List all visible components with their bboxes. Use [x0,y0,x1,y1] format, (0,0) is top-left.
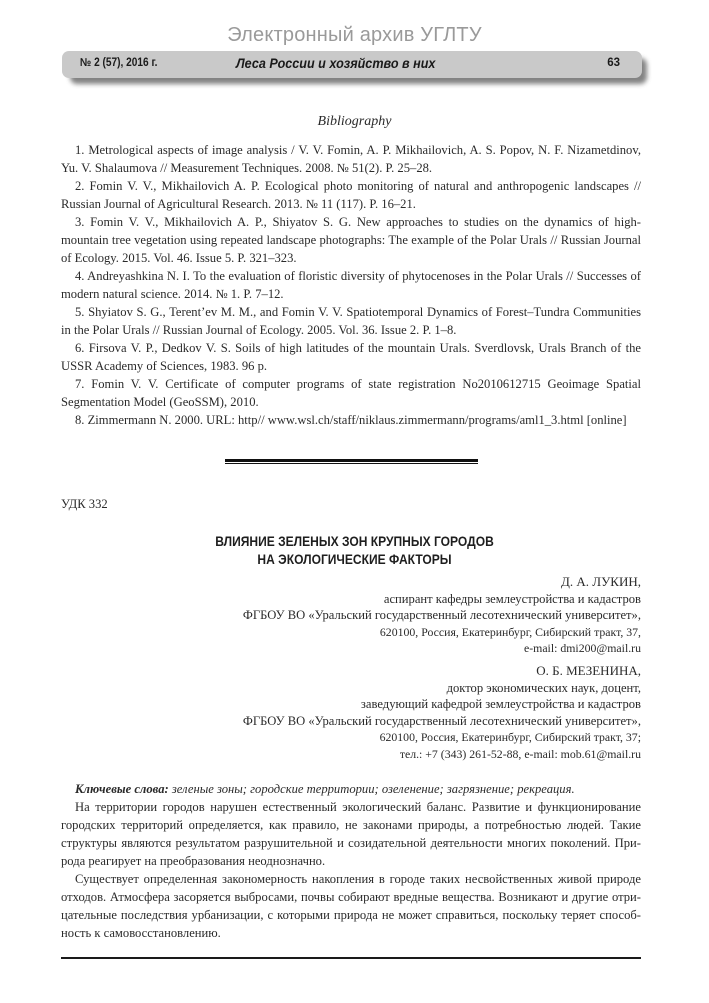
divider-thin-line [225,463,478,464]
bibliography-entry: 6. Firsova V. P., Dedkov V. S. Soils of high latitudes of the mountain Urals. Sverdlovsk, Urals Branch of the USSR Academy of Sciences, 1983. 96 p. [61,341,641,373]
divider-thick-line [225,459,478,462]
author-block [243,574,641,657]
footer-rule [61,957,641,959]
bibliography-entry: 8. Zimmermann N. 2000. URL: http// www.wsl.ch/staff/niklaus.zimmermann/programs/aml1_3.html [online] [75,413,627,427]
author-name: Д. А. ЛУКИН, [561,574,641,589]
issue-number: № 2 (57), 2016 г. [80,57,158,69]
author-address: 620100, Россия, Екатеринбург, Сибирский тракт, 37; [379,730,641,744]
keywords-label: Ключевые слова: [75,782,169,796]
section-divider [225,459,478,464]
author-address: 620100, Россия, Екатеринбург, Сибирский тракт, 37, [379,624,641,639]
author-contacts: тел.: +7 (343) 261-52-88, e-mail: mob.61@mail.ru [399,746,641,761]
author-affiliation: ФГБОУ ВО «Уральский государственный лесотехнический университет», [242,713,641,728]
bibliography-entry: 5. Shyiatov S. G., Terent’ev M. M., and Fomin V. V. Spatiotemporal Dynamics of Forest–Tundra Communities in the Polar Urals // Russian Journal of Ecology. 2005. Vol. 36. Issue 2. P. 1–8. [61,305,641,337]
keywords-value: зеленые зоны; городские территории; озеленение; загрязнение; рекреация. [168,782,575,796]
body-paragraph: На территории городов нарушен естественный экологический баланс. Развитие и функционирование городских территорий определяется, как правило, не законами природы, а потребностью людей. Такие структуры являются результатом разрушительной и созидательной деятельности многих поколений. Природа реагирует на преобразования неоднозначно. [61,800,641,868]
keywords-paragraph [61,780,641,798]
bibliography-entry: 4. Andreyashkina N. I. To the evaluation of floristic diversity of phytocenoses in the Polar Urals // Successes of modern natural science. 2014. № 1. P. 7–12. [61,269,641,301]
running-head [62,51,642,78]
article-body [61,780,641,942]
bibliography-list [61,141,641,429]
page-number: 63 [607,57,620,69]
bibliography-entry: 1. Metrological aspects of image analysis / V. V. Fomin, A. P. Mikhailovich, A. S. Popov, N. F. Nizametdinov, Yu. V. Shalaumova // Measurement Techniques. 2008. № 51(2). P. 25–28. [61,143,641,175]
author-position: аспирант кафедры землеустройства и кадастров [383,591,641,606]
udk-code: УДК 332 [61,497,108,511]
bibliography-heading: Bibliography [317,114,392,129]
author-block [243,663,641,762]
archive-watermark: Электронный архив УГЛТУ [227,24,482,46]
author-email: e-mail: dmi200@mail.ru [523,641,641,655]
author-affiliation: ФГБОУ ВО «Уральский государственный лесотехнический университет», [242,608,641,622]
author-degree: доктор экономических наук, доцент, [446,680,641,695]
article-title-line: НА ЭКОЛОГИЧЕСКИЕ ФАКТОРЫ [257,551,452,567]
author-name: О. Б. МЕЗЕНИНА, [536,663,641,678]
body-paragraph: Существует определенная закономерность накопления в городе таких несвойственных живой природе отходов. Атмосфера засоряется выбросами, почвы собирают вредные вещества. Возникают и другие отрицательные последствия урбанизации, с которыми природа не может справиться, поскольку теряет способность к самовосстановлению. [61,872,641,940]
author-position: заведующий кафедрой землеустройства и кадастров [360,697,641,711]
journal-title: Леса России и хозяйство в них [236,55,436,71]
bibliography-entry: 7. Fomin V. V. Certificate of computer programs of state registration No2010612715 Geoimage Spatial Segmentation Model (GeoSSM), 2010. [61,377,641,409]
bibliography-entry: 3. Fomin V. V., Mikhailovich A. P., Shiyatov S. G. New approaches to studies on the dynamics of high-mountain tree vegetation using repeated landscape photographs: The example of the Polar Urals // Russian Journal of Ecology. 2015. Vol. 46. Issue 5. P. 321–323. [61,215,641,265]
article-title-line: ВЛИЯНИЕ ЗЕЛЕНЫХ ЗОН КРУПНЫХ ГОРОДОВ [215,533,494,549]
bibliography-entry: 2. Fomin V. V., Mikhailovich A. P. Ecological photo monitoring of natural and anthropogenic landscapes // Russian Journal of Agricultural Research. 2013. № 11 (117). P. 16–21. [61,179,641,211]
article-title [0,532,709,568]
